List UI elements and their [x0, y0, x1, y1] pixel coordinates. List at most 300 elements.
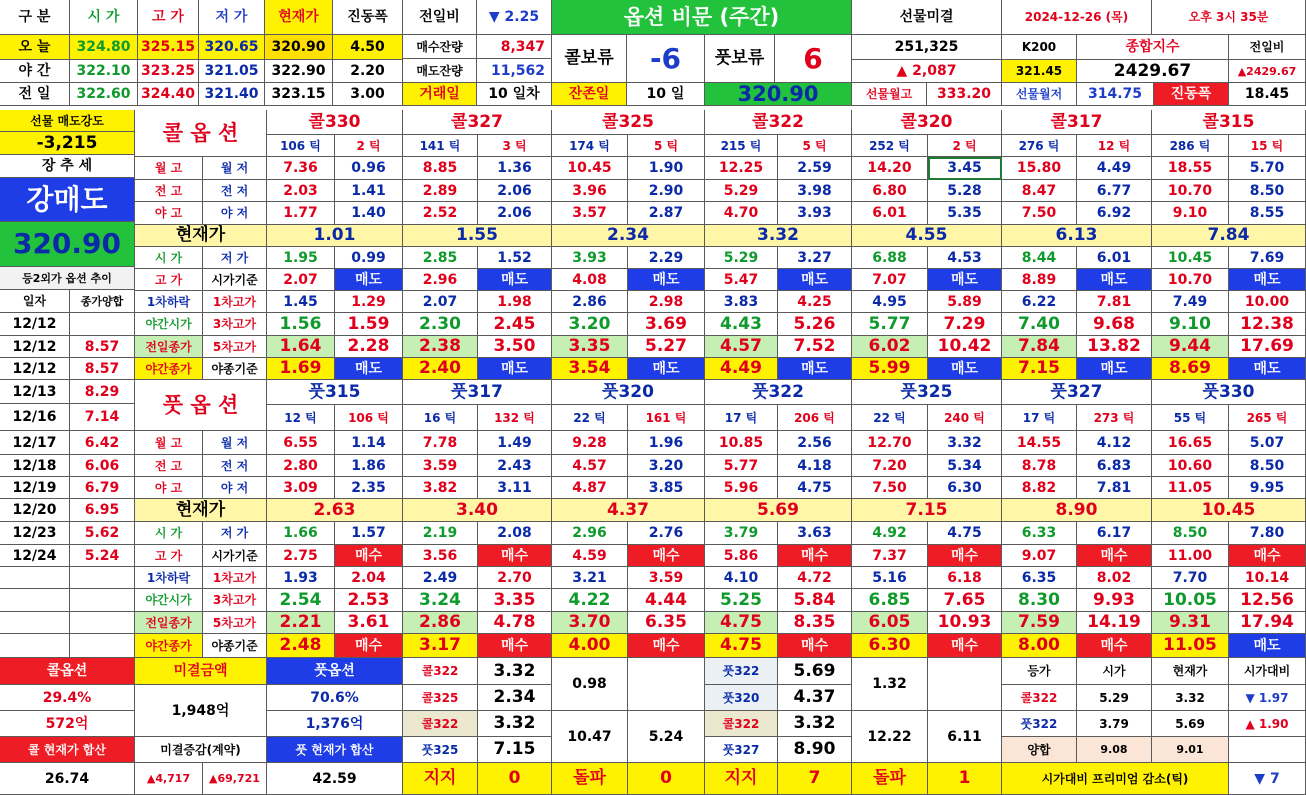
put-row-label: 전일종가: [135, 612, 203, 634]
call-strike-name: 콜330: [267, 110, 403, 135]
call-signal-night[interactable]: 매도: [1077, 358, 1152, 380]
header-value: 2.20: [333, 60, 403, 83]
call-low: 3.45: [928, 157, 1002, 180]
call-tick: 286 틱: [1152, 135, 1229, 157]
put-row-label: 야종기준: [203, 634, 267, 658]
call-signal[interactable]: 매도: [628, 269, 705, 291]
put-night-close: 6.30: [852, 634, 928, 658]
put-high-price: 5.86: [705, 545, 778, 567]
call-tick: 2 틱: [335, 135, 403, 157]
sell-remain-value: 11,562: [477, 59, 552, 83]
call-low: 0.96: [335, 157, 403, 180]
call-tick: 215 틱: [705, 135, 778, 157]
put-high: 16.65: [1152, 431, 1229, 455]
header-row-label: 오 늘: [0, 35, 70, 60]
put-row-label: 월 고: [135, 431, 203, 455]
put-signal-night[interactable]: 매수: [628, 634, 705, 658]
header-value: 322.90: [265, 60, 333, 83]
history-empty: [0, 612, 70, 634]
pair-diff-1: 0.98: [552, 658, 628, 711]
put-low: 3.20: [628, 455, 705, 477]
call-low: 8.50: [1229, 180, 1306, 202]
eq-open: 5.29: [1077, 685, 1152, 711]
put-high-price: 9.07: [1002, 545, 1077, 567]
futures-month-low-value: 314.75: [1077, 83, 1154, 106]
eq-header: 등가: [1002, 658, 1077, 685]
history-date: 12/12: [0, 313, 70, 336]
call-row-label: 월 고: [135, 157, 203, 180]
put-low: 2.35: [335, 477, 403, 499]
pair-diff-2: 1.32: [852, 658, 928, 711]
put-low-price: 7.80: [1229, 522, 1306, 545]
put-current: 5.69: [705, 499, 852, 522]
call-fifth-high: 17.69: [1229, 336, 1306, 358]
pair-b-value: 3.32: [778, 711, 852, 737]
eq-current: 5.69: [1152, 711, 1229, 737]
put-signal-night[interactable]: 매수: [928, 634, 1002, 658]
call-high: 12.25: [705, 157, 778, 180]
call-current: 2.34: [552, 225, 705, 247]
call-first-high: 1.98: [478, 291, 552, 313]
history-empty: [0, 634, 70, 658]
futures-oi-label: 선물미결: [852, 0, 1002, 35]
call-high-price: 8.89: [1002, 269, 1077, 291]
eq-header: 현재가: [1152, 658, 1229, 685]
eq-open: 3.79: [1077, 711, 1152, 737]
history-empty: [0, 567, 70, 589]
remain-day-value: 10 일: [627, 83, 705, 106]
put-row-label: 야간시가: [135, 589, 203, 612]
call-low-price: 1.52: [478, 247, 552, 269]
put-high: 10.60: [1152, 455, 1229, 477]
eq-current: 3.32: [1152, 685, 1229, 711]
call-row-label: 전 고: [135, 180, 203, 202]
put-high: 8.78: [1002, 455, 1077, 477]
call-third-high: 12.38: [1229, 313, 1306, 336]
put-fifth-high: 8.35: [778, 612, 852, 634]
support-break-value: 1: [928, 763, 1002, 795]
history-sum: 6.79: [70, 477, 135, 499]
call-high: 8.85: [403, 157, 478, 180]
put-low: 9.95: [1229, 477, 1306, 499]
history-sum: 6.42: [70, 431, 135, 455]
put-first-drop: 6.35: [1002, 567, 1077, 589]
put-low: 7.81: [1077, 477, 1152, 499]
call-row-label: 야종기준: [203, 358, 267, 380]
call-night-close: 7.15: [1002, 358, 1077, 380]
call-low-price: 3.27: [778, 247, 852, 269]
put-high: 4.57: [552, 455, 628, 477]
put-tick: 106 틱: [335, 405, 403, 431]
header-value: 323.25: [138, 60, 199, 83]
call-option-amount: 572억: [0, 711, 135, 737]
put-row-label: 5차고가: [203, 612, 267, 634]
call-open: 1.95: [267, 247, 335, 269]
pair-b-name: 풋327: [705, 737, 778, 763]
put-signal-night[interactable]: 매수: [1077, 634, 1152, 658]
call-night-close: 4.49: [705, 358, 778, 380]
header-col-label: 현재가: [265, 0, 333, 35]
header-row-label: 전 일: [0, 83, 70, 106]
call-first-high: 4.25: [778, 291, 852, 313]
pair-a-value: 3.32: [478, 711, 552, 737]
call-high: 3.96: [552, 180, 628, 202]
oi-amount-value: 1,948억: [135, 685, 267, 737]
header-value: 324.80: [70, 35, 138, 60]
pair-a-value: 7.15: [478, 737, 552, 763]
call-low: 2.87: [628, 202, 705, 225]
call-signal-night[interactable]: 매도: [1229, 358, 1306, 380]
put-night-open: 6.85: [852, 589, 928, 612]
pair-b-name: 콜322: [705, 711, 778, 737]
call-open: 6.88: [852, 247, 928, 269]
put-fifth-high: 17.94: [1229, 612, 1306, 634]
put-high: 9.28: [552, 431, 628, 455]
call-high: 18.55: [1152, 157, 1229, 180]
eq-sum-label: 양합: [1002, 737, 1077, 763]
history-date: 12/18: [0, 455, 70, 477]
call-high: 6.01: [852, 202, 928, 225]
put-strike-name: 풋327: [1002, 380, 1152, 405]
put-current: 8.90: [1002, 499, 1152, 522]
header-value: 320.65: [199, 35, 265, 60]
pair-half-2: 6.11: [928, 711, 1002, 763]
support-break-label: 돌파: [852, 763, 928, 795]
time-display: 오후 3시 35분: [1152, 0, 1306, 35]
oi-change-b: ▲69,721: [203, 763, 267, 795]
put-row-label: 1차고가: [203, 567, 267, 589]
call-low: 3.98: [778, 180, 852, 202]
eq-sum-blank: [1229, 737, 1306, 763]
put-row-label: 1차하락: [135, 567, 203, 589]
call-strike-name: 콜317: [1002, 110, 1152, 135]
history-empty: [70, 589, 135, 612]
call-night-close: 5.99: [852, 358, 928, 380]
call-row-label: 3차고가: [203, 313, 267, 336]
put-first-high: 10.14: [1229, 567, 1306, 589]
put-night-close: 3.17: [403, 634, 478, 658]
put-prev-close: 2.86: [403, 612, 478, 634]
call-row-label: 시 가: [135, 247, 203, 269]
pair-b-value: 5.69: [778, 658, 852, 685]
put-row-label: 3차고가: [203, 589, 267, 612]
header-col-label: 시 가: [70, 0, 138, 35]
put-high: 6.55: [267, 431, 335, 455]
call-night-close: 1.69: [267, 358, 335, 380]
put-high: 4.87: [552, 477, 628, 499]
history-date: 12/16: [0, 404, 70, 431]
put-first-drop: 3.21: [552, 567, 628, 589]
call-low-price: 7.69: [1229, 247, 1306, 269]
put-high-price: 4.59: [552, 545, 628, 567]
call-first-high: 7.81: [1077, 291, 1152, 313]
put-night-close: 11.05: [1152, 634, 1229, 658]
premium-decrease-label: 시가대비 프리미엄 감소(틱): [1002, 763, 1229, 795]
call-low: 5.35: [928, 202, 1002, 225]
put-low-price: 4.75: [928, 522, 1002, 545]
call-low: 5.70: [1229, 157, 1306, 180]
put-low: 8.50: [1229, 455, 1306, 477]
call-first-high: 1.29: [335, 291, 403, 313]
put-low-price: 6.17: [1077, 522, 1152, 545]
put-high: 7.50: [852, 477, 928, 499]
put-first-high: 4.72: [778, 567, 852, 589]
put-night-open: 4.22: [552, 589, 628, 612]
header-value: 3.00: [333, 83, 403, 106]
call-sum-value: 26.74: [0, 763, 135, 795]
put-current: 10.45: [1152, 499, 1306, 522]
put-night-open: 10.05: [1152, 589, 1229, 612]
call-low: 2.06: [478, 202, 552, 225]
header-value: 4.50: [333, 35, 403, 60]
put-signal-night[interactable]: 매도: [1229, 634, 1306, 658]
put-high: 8.82: [1002, 477, 1077, 499]
call-row-label: 월 저: [203, 157, 267, 180]
call-first-drop: 7.49: [1152, 291, 1229, 313]
call-low-price: 6.01: [1077, 247, 1152, 269]
put-low: 1.86: [335, 455, 403, 477]
history-sum: [70, 313, 135, 336]
sell-strength-value: -3,215: [0, 132, 135, 155]
put-low-price: 2.76: [628, 522, 705, 545]
history-date: 12/12: [0, 336, 70, 358]
put-signal[interactable]: 매수: [335, 545, 403, 567]
put-signal[interactable]: 매수: [778, 545, 852, 567]
put-high: 7.78: [403, 431, 478, 455]
eq-name: 콜322: [1002, 685, 1077, 711]
put-signal-night[interactable]: 매수: [335, 634, 403, 658]
header-col-label: 구 분: [0, 0, 70, 35]
history-sum: 8.57: [70, 358, 135, 380]
put-tick: 240 틱: [928, 405, 1002, 431]
swing-value: 18.45: [1229, 83, 1306, 106]
eq-change: ▲ 1.90: [1229, 711, 1306, 737]
put-row-label: 야 저: [203, 477, 267, 499]
call-low: 5.28: [928, 180, 1002, 202]
call-current: 4.55: [852, 225, 1002, 247]
put-signal[interactable]: 매수: [928, 545, 1002, 567]
put-fifth-high: 6.35: [628, 612, 705, 634]
history-sum: 5.62: [70, 522, 135, 545]
call-open: 5.29: [705, 247, 778, 269]
put-tick: 161 틱: [628, 405, 705, 431]
put-tick: 206 틱: [778, 405, 852, 431]
put-night-open: 5.25: [705, 589, 778, 612]
put-high: 11.05: [1152, 477, 1229, 499]
put-first-high: 6.18: [928, 567, 1002, 589]
eq-sum-current: 9.01: [1152, 737, 1229, 763]
put-open: 3.79: [705, 522, 778, 545]
call-signal-night[interactable]: 매도: [335, 358, 403, 380]
call-first-drop: 2.86: [552, 291, 628, 313]
call-third-high: 7.29: [928, 313, 1002, 336]
call-night-open: 3.20: [552, 313, 628, 336]
buy-remain-label: 매수잔량: [403, 35, 477, 59]
header-value: 322.10: [70, 60, 138, 83]
call-tick: 276 틱: [1002, 135, 1077, 157]
call-high: 9.10: [1152, 202, 1229, 225]
eq-header: 시가대비: [1229, 658, 1306, 685]
call-low: 1.36: [478, 157, 552, 180]
put-tick: 273 틱: [1077, 405, 1152, 431]
put-tick: 22 틱: [552, 405, 628, 431]
put-prev-close: 3.70: [552, 612, 628, 634]
call-night-open: 7.40: [1002, 313, 1077, 336]
eq-change: ▼ 1.97: [1229, 685, 1306, 711]
put-row-label: 야 고: [135, 477, 203, 499]
call-signal-night[interactable]: 매도: [928, 358, 1002, 380]
put-high: 5.77: [705, 455, 778, 477]
put-signal[interactable]: 매수: [628, 545, 705, 567]
call-signal[interactable]: 매도: [1229, 269, 1306, 291]
put-sum-label: 풋 현재가 합산: [267, 737, 403, 763]
put-row-label: 고 가: [135, 545, 203, 567]
put-third-high: 3.35: [478, 589, 552, 612]
call-current: 7.84: [1152, 225, 1306, 247]
call-tick: 15 틱: [1229, 135, 1306, 157]
call-prev-close: 1.64: [267, 336, 335, 358]
put-low: 4.75: [778, 477, 852, 499]
history-sum-header: 종가양합: [70, 290, 135, 313]
call-high: 2.03: [267, 180, 335, 202]
put-low: 1.49: [478, 431, 552, 455]
put-open: 8.50: [1152, 522, 1229, 545]
call-tick: 5 틱: [628, 135, 705, 157]
put-signal-night[interactable]: 매수: [778, 634, 852, 658]
eq-name: 풋322: [1002, 711, 1077, 737]
put-option-amount: 1,376억: [267, 711, 403, 737]
call-current: 1.01: [267, 225, 403, 247]
put-prev-close: 4.75: [705, 612, 778, 634]
pair-a-name: 콜325: [403, 685, 478, 711]
call-prev-close: 3.35: [552, 336, 628, 358]
call-row-label: 5차고가: [203, 336, 267, 358]
call-low: 4.49: [1077, 157, 1152, 180]
call-high: 7.36: [267, 157, 335, 180]
put-first-high: 2.04: [335, 567, 403, 589]
call-row-label: 1차하락: [135, 291, 203, 313]
call-open: 2.85: [403, 247, 478, 269]
put-signal[interactable]: 매수: [478, 545, 552, 567]
buy-remain-value: 8,347: [477, 35, 552, 59]
header-value: 324.40: [138, 83, 199, 106]
call-signal[interactable]: 매도: [928, 269, 1002, 291]
call-row-label: 고 가: [135, 269, 203, 291]
history-sum: 7.14: [70, 404, 135, 431]
call-low: 2.06: [478, 180, 552, 202]
call-high: 2.52: [403, 202, 478, 225]
header-value: 325.15: [138, 35, 199, 60]
put-high: 7.20: [852, 455, 928, 477]
call-signal-night[interactable]: 매도: [628, 358, 705, 380]
history-date: 12/13: [0, 380, 70, 404]
call-current: 1.55: [403, 225, 552, 247]
pair-sum-1: 10.47: [552, 711, 628, 763]
put-first-drop: 4.10: [705, 567, 778, 589]
put-third-high: 4.44: [628, 589, 705, 612]
pair-blank: [628, 658, 705, 711]
header-value: 320.90: [265, 35, 333, 60]
put-tick: 132 틱: [478, 405, 552, 431]
composite-value: 2429.67: [1077, 60, 1229, 83]
put-low: 1.96: [628, 431, 705, 455]
call-third-high: 1.59: [335, 313, 403, 336]
call-signal[interactable]: 매도: [478, 269, 552, 291]
put-third-high: 5.84: [778, 589, 852, 612]
trend-label: 장 추 세: [0, 155, 135, 178]
call-high: 10.45: [552, 157, 628, 180]
call-first-high: 2.98: [628, 291, 705, 313]
call-high-price: 4.08: [552, 269, 628, 291]
put-option-pct: 70.6%: [267, 685, 403, 711]
call-low: 1.40: [335, 202, 403, 225]
put-current: 3.40: [403, 499, 552, 522]
futures-month-high-value: 333.20: [927, 83, 1002, 106]
call-high: 14.20: [852, 157, 928, 180]
k200-label: K200: [1002, 35, 1077, 60]
pair-a-name: 콜322: [403, 711, 478, 737]
call-signal[interactable]: 매도: [778, 269, 852, 291]
put-hold-value: 6: [775, 35, 852, 83]
call-third-high: 2.45: [478, 313, 552, 336]
put-tick: 22 틱: [852, 405, 928, 431]
put-signal[interactable]: 매수: [1077, 545, 1152, 567]
history-date: 12/24: [0, 545, 70, 567]
put-night-open: 8.30: [1002, 589, 1077, 612]
put-first-high: 3.59: [628, 567, 705, 589]
pair-half-1: 5.24: [628, 711, 705, 763]
call-high: 5.29: [705, 180, 778, 202]
call-low-price: 0.99: [335, 247, 403, 269]
put-low: 5.34: [928, 455, 1002, 477]
composite-prev-label: 전일비: [1229, 35, 1306, 60]
trend-value: 강매도: [0, 178, 135, 222]
put-row-label: 전 고: [135, 455, 203, 477]
futures-oi-change: ▲ 2,087: [852, 60, 1002, 83]
call-fifth-high: 3.50: [478, 336, 552, 358]
put-signal-night[interactable]: 매수: [478, 634, 552, 658]
call-night-open: 4.43: [705, 313, 778, 336]
call-first-drop: 2.07: [403, 291, 478, 313]
put-first-drop: 2.49: [403, 567, 478, 589]
call-signal[interactable]: 매도: [335, 269, 403, 291]
put-row-label: 야간종가: [135, 634, 203, 658]
history-sum: 6.95: [70, 499, 135, 522]
support-break-value: 0: [478, 763, 552, 795]
call-high-price: 2.07: [267, 269, 335, 291]
history-empty: [70, 567, 135, 589]
call-low: 3.93: [778, 202, 852, 225]
put-night-close: 2.48: [267, 634, 335, 658]
put-row-label: 월 저: [203, 431, 267, 455]
call-fifth-high: 5.27: [628, 336, 705, 358]
put-tick: 16 틱: [403, 405, 478, 431]
call-row-label: 야 저: [203, 202, 267, 225]
call-fifth-high: 10.42: [928, 336, 1002, 358]
put-signal[interactable]: 매수: [1229, 545, 1306, 567]
put-open: 2.19: [403, 522, 478, 545]
call-signal-night[interactable]: 매도: [778, 358, 852, 380]
put-night-close: 4.00: [552, 634, 628, 658]
prev-diff-label: 전일비: [403, 0, 477, 35]
put-night-close: 4.75: [705, 634, 778, 658]
call-high-price: 10.70: [1152, 269, 1229, 291]
header-col-label: 저 가: [199, 0, 265, 35]
board-title: 옵션 비문 (주간): [552, 0, 852, 35]
call-signal[interactable]: 매도: [1077, 269, 1152, 291]
pair-a-value: 2.34: [478, 685, 552, 711]
call-signal-night[interactable]: 매도: [478, 358, 552, 380]
